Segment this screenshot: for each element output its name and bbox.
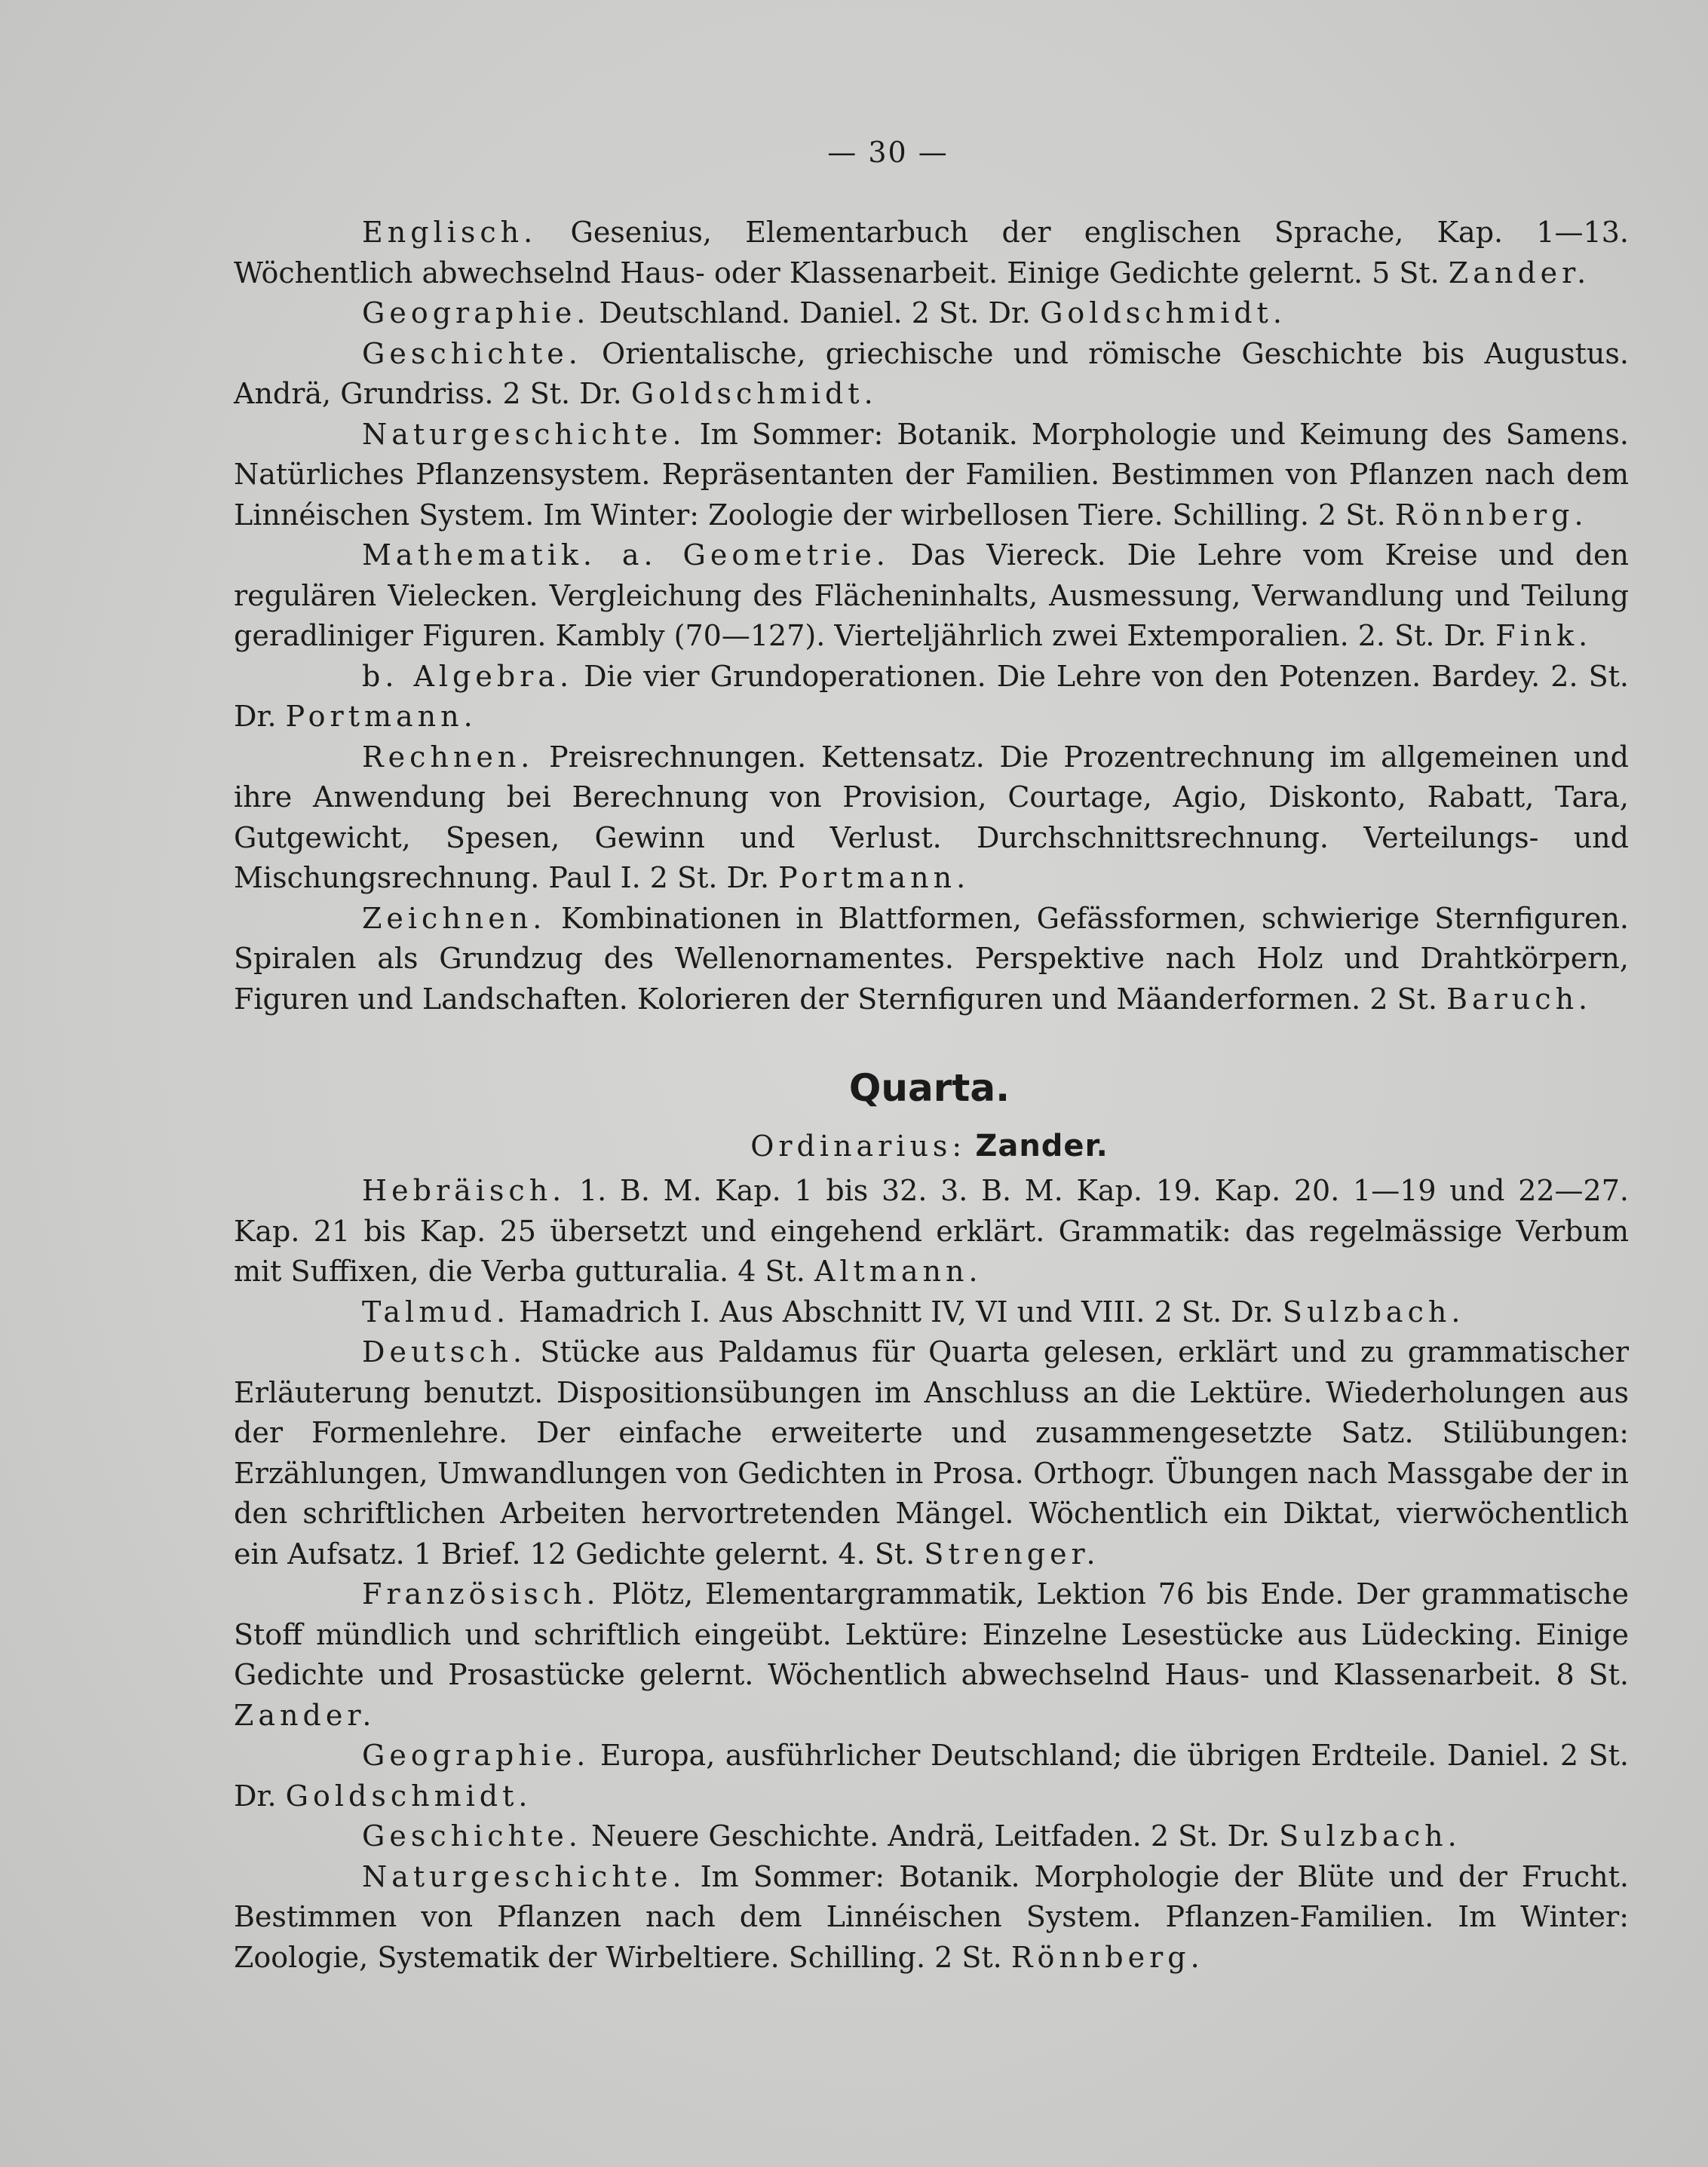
subject-heading: Deutsch. — [362, 1335, 527, 1369]
paragraph-naturgeschichte-1 — [234, 415, 1629, 536]
page-number: — 30 — — [827, 136, 949, 169]
teacher-name: Rönnberg. — [1394, 498, 1588, 532]
subject-heading: Naturgeschichte. — [362, 1859, 686, 1893]
paragraph-text: Preisrechnungen. Kettensatz. Die Prozentrechnung im allgemeinen und ihre Anwendung bei Berechnung von Provision, Courtage, Agio, Diskonto, Rabatt, Tara, Gutgewicht, Spesen, Gewinn und Verlust. Durchschnittsrechnung. Verteilungs- und Mischungsrechnung. Paul I. 2 St. Dr. — [234, 740, 1629, 894]
subject-heading: Geographie. — [362, 1739, 590, 1772]
subject-heading: Mathematik. a. Geometrie. — [362, 538, 890, 572]
paragraph-naturgeschichte-2 — [234, 1857, 1629, 1978]
paragraph-franzoesisch — [234, 1574, 1629, 1736]
section-title-quarta: Quarta. — [848, 1066, 1010, 1110]
paragraph-geschichte-2 — [234, 1816, 1629, 1857]
teacher-name: Sulzbach. — [1282, 1295, 1465, 1329]
teacher-name: Rönnberg. — [1010, 1940, 1204, 1974]
paragraph-text: Stücke aus Paldamus für Quarta gelesen, erklärt und zu grammatischer Erläuterung benutzt. Dispositionsübungen im Anschluss an die Lektüre. Wiederholungen aus der Formenlehre. Der einfache erweiterte und zusammengesetzte Satz. Stilübungen: Erzählungen, Umwandlungen von Gedichten in Prosa. Orthogr. Übungen nach Massgabe der in den schriftlichen Arbeiten hervortretenden Mängel. Wöchentlich ein Diktat, vierwöchentlich ein Aufsatz. 1 Brief. 12 Gedichte gelernt. 4. St. — [234, 1335, 1629, 1571]
teacher-name: Goldschmidt. — [285, 1779, 532, 1813]
teacher-name: Strenger. — [924, 1537, 1100, 1571]
paragraph-geschichte-1 — [234, 334, 1629, 415]
paragraph-algebra — [234, 657, 1629, 737]
subject-heading: Englisch. — [362, 216, 538, 249]
paragraph-hebraeisch — [234, 1171, 1629, 1292]
subject-heading: Französisch. — [362, 1577, 600, 1611]
ordinarius-name: Zander. — [975, 1129, 1109, 1163]
teacher-name: Baruch. — [1446, 982, 1593, 1016]
subject-heading: Rechnen. — [362, 740, 535, 774]
teacher-name: Goldschmidt. — [630, 377, 878, 410]
subject-heading: Zeichnen. — [362, 901, 547, 935]
paragraph-text: Hamadrich I. Aus Abschnitt IV, VI und VIII. 2 St. Dr. — [510, 1295, 1283, 1329]
paragraph-text: 1. B. M. Kap. 1 bis 32. 3. B. M. Kap. 19. Kap. 20. 1—19 und 22—27. Kap. 21 bis Kap. 25 übersetzt und eingehend erklärt. Grammatik: das regelmässige Verbum mit Suffixen, die Verba gutturalia. 4 St. — [234, 1174, 1629, 1288]
subject-heading: Geschichte. — [362, 336, 582, 370]
paragraph-englisch — [234, 213, 1629, 293]
paragraph-deutsch — [234, 1332, 1629, 1574]
teacher-name: Goldschmidt. — [1040, 296, 1286, 329]
teacher-name: Sulzbach. — [1279, 1819, 1461, 1853]
paragraph-text: Das Viereck. Die Lehre vom Kreise und den regulären Vielecken. Vergleichung des Flächeninhalts, Ausmessung, Verwandlung und Teilung geradliniger Figuren. Kambly (70—127). Vierteljährlich zwei Extemporalien. 2. St. Dr. — [234, 538, 1629, 652]
paragraph-mathematik — [234, 535, 1629, 657]
ordinarius-label: Ordinarius: — [750, 1129, 967, 1163]
paragraph-text: Plötz, Elementargrammatik, Lektion 76 bis Ende. Der grammatische Stoff mündlich und schriftlich eingeübt. Lektüre: Einzelne Lesestücke aus Lüdecking. Einige Gedichte und Prosastücke gelernt. Wöchentlich abwechselnd Haus- und Klassenarbeit. 8 St. — [234, 1577, 1629, 1691]
paragraph-rechnen — [234, 737, 1629, 899]
subject-heading: Talmud. — [362, 1295, 511, 1329]
subject-heading: Geographie. — [362, 296, 590, 329]
paragraph-text: Deutschland. Daniel. 2 St. Dr. — [590, 296, 1041, 329]
ordinarius-line — [234, 1126, 1625, 1166]
subject-heading: b. Algebra. — [362, 659, 574, 693]
paragraph-text: Neuere Geschichte. Andrä, Leitfaden. 2 St. Dr. — [581, 1819, 1280, 1853]
teacher-name: Portmann. — [778, 861, 971, 894]
paragraph-text: Im Sommer: Botanik. Morphologie der Blüte und der Frucht. Bestimmen von Pflanzen nach dem Linnéischen System. Pflanzen-Familien. Im Winter: Zoologie, Systematik der Wirbeltiere. Schilling. 2 St. — [234, 1859, 1629, 1974]
subject-heading: Hebräisch. — [362, 1174, 566, 1207]
paragraph-text: Gesenius, Elementarbuch der englischen Sprache, Kap. 1—13. Wöchentlich abwechselnd Haus- oder Klassenarbeit. Einige Gedichte gelernt. 5 St. — [234, 216, 1629, 290]
paragraph-geographie-2 — [234, 1736, 1629, 1816]
teacher-name: Portmann. — [285, 700, 477, 733]
paragraph-text: Orientalische, griechische und römische Geschichte bis Augustus. Andrä, Grundriss. 2 St. Dr. — [234, 336, 1629, 410]
paragraph-text: Im Sommer: Botanik. Morphologie und Keimung des Samens. Natürliches Pflanzensystem. Repräsentanten der Familien. Bestimmen von Pflanzen nach dem Linnéischen System. Im Winter: Zoologie der wirbellosen Tiere. Schilling. 2 St. — [234, 417, 1629, 532]
teacher-name: Altmann. — [814, 1255, 983, 1288]
paragraph-text: Die vier Grundoperationen. Die Lehre von den Potenzen. Bardey. 2. St. Dr. — [234, 659, 1629, 733]
paragraph-geographie-1 — [234, 293, 1629, 334]
subject-heading: Naturgeschichte. — [362, 417, 686, 451]
top-section — [234, 213, 1629, 1019]
teacher-name: Zander. — [234, 1698, 376, 1732]
subject-heading: Geschichte. — [362, 1819, 582, 1853]
paragraph-talmud — [234, 1292, 1629, 1333]
paragraph-zeichnen — [234, 899, 1629, 1020]
teacher-name: Zander. — [1448, 256, 1591, 290]
teacher-name: Fink. — [1495, 619, 1593, 652]
paragraph-text: Kombinationen in Blattformen, Gefässformen, schwierige Sternfiguren. Spiralen als Grundzug des Wellenornamentes. Perspektive nach Holz und Drahtkörpern, Figuren und Landschaften. Kolorieren der Sternfiguren und Mäanderformen. 2 St. — [234, 901, 1629, 1016]
paragraph-text: Europa, ausführlicher Deutschland; die übrigen Erdteile. Daniel. 2 St. Dr. — [234, 1739, 1629, 1813]
quarta-section — [234, 1171, 1629, 1978]
